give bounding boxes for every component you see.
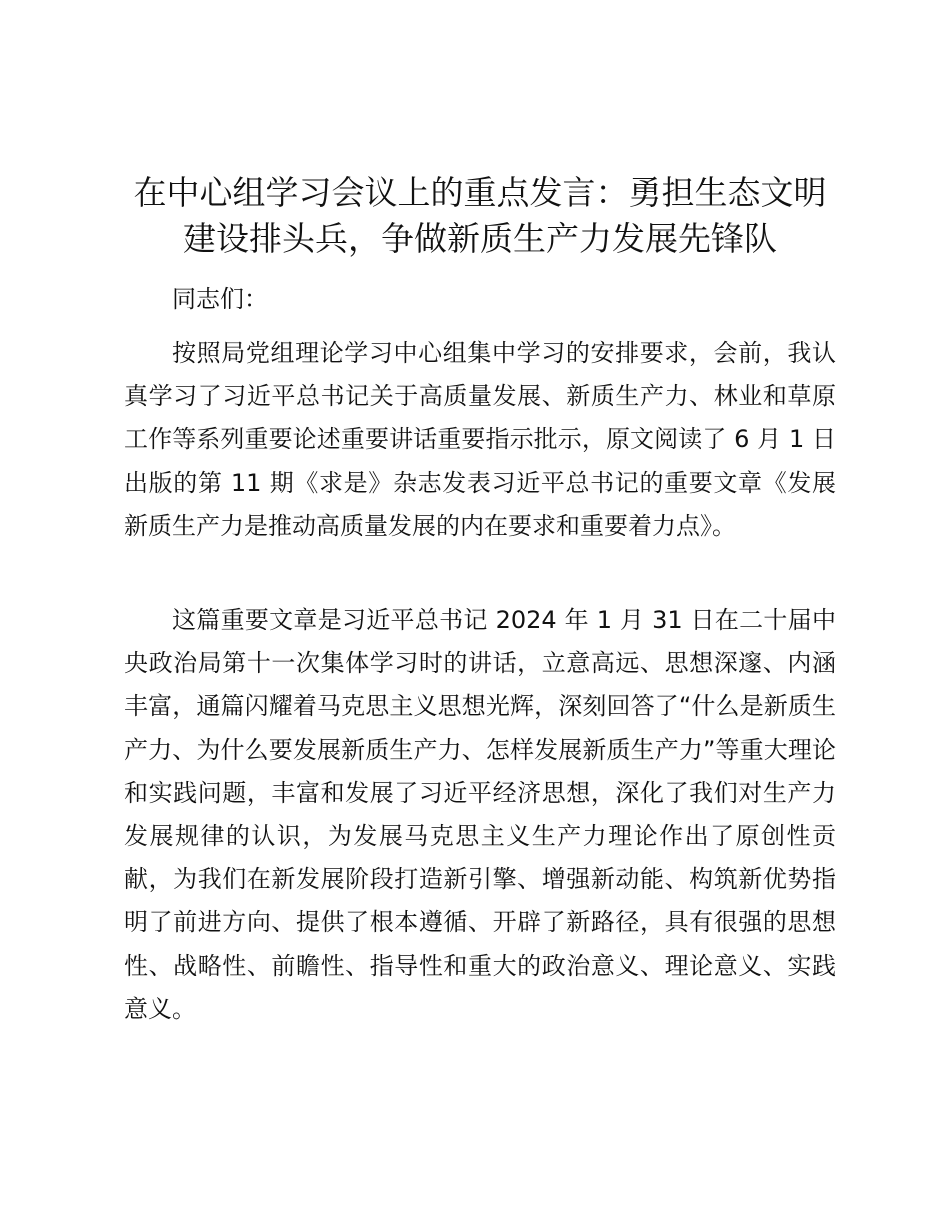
salutation: 同志们：	[172, 285, 268, 313]
paragraph-1: 按照局党组理论学习中心组集中学习的安排要求，会前，我认真学习了习近平总书记关于高质量发展、新质生产力、林业和草原工作等系列重要论述重要讲话重要指示批示，原文阅读了 6 月 1 日出版的第 11 期《求是》杂志发表习近平总书记的重要文章《发展新质生产力是推动高质量发展的内在要求和重要着力点》。	[124, 339, 836, 540]
document-title: 在中心组学习会议上的重点发言：勇担生态文明建设排头兵，争做新质生产力发展先锋队	[133, 173, 827, 258]
paragraph-2: 这篇重要文章是习近平总书记 2024 年 1 月 31 日在二十届中央政治局第十一次集体学习时的讲话，立意高远、思想深邃、内涵丰富，通篇闪耀着马克思主义思想光辉，深刻回答了“什么是新质生产力、为什么要发展新质生产力、怎样发展新质生产力”等重大理论和实践问题，丰富和发展了习近平经济思想，深化了我们对生产力发展规律的认识，为发展马克思主义生产力理论作出了原创性贡献，为我们在新发展阶段打造新引擎、增强新动能、构筑新优势指明了前进方向、提供了根本遵循、开辟了新路径，具有很强的思想性、战略性、前瞻性、指导性和重大的政治意义、理论意义、实践意义。	[124, 606, 836, 1023]
